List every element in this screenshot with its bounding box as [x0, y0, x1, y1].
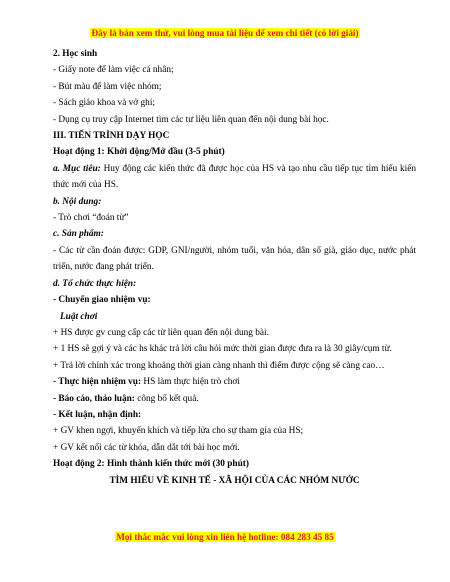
perform-task-text: HS làm thực hiện trò chơi	[141, 377, 240, 388]
perform-task-line	[53, 374, 416, 390]
content-label: b. Nội dung:	[53, 196, 102, 207]
hotline-banner	[0, 532, 450, 542]
content-text: - Trò chơi “đoán từ”	[53, 213, 129, 224]
preview-notice-text: Đây là bản xem thử, vui lòng mua tài liệu để xem chi tiết (có lời giải)	[91, 28, 359, 38]
topic-heading: TÌM HIỂU VỀ KINH TẾ - XÃ HỘI CỦA CÁC NHÓM NƯỚC	[109, 475, 360, 486]
aim-label: a. Mục tiêu:	[53, 163, 101, 174]
aim-paragraph	[53, 161, 416, 194]
student-item-marker: - Bút màu để làm việc nhóm;	[53, 81, 162, 92]
organization-label: d. Tổ chức thực hiện:	[53, 278, 137, 289]
student-item-textbook: - Sách giáo khoa và vở ghi;	[53, 98, 155, 109]
game-rules-label: Luật chơi	[60, 311, 98, 322]
product-text: - Các từ cần đoán được: GDP, GNI/người, nhóm tuổi, văn hóa, dân số già, giáo dục, nước phát triển, nước đang phát triển.	[53, 245, 416, 273]
perform-task-label: - Thực hiện nhiệm vụ:	[53, 377, 142, 388]
document-body	[53, 46, 416, 489]
aim-text: Huy động các kiến thức đã được học của HS và tạo nhu cầu tiếp tục tìm hiểu kiến thức mới của HS.	[53, 163, 417, 191]
student-item-internet: - Dụng cụ truy cập Internet tìm các tư liệu liên quan đến nội dung bài học.	[53, 114, 329, 125]
conclusion-item-1: + GV khen ngợi, khuyến khích và tiếp lửa cho sự tham gia của HS;	[53, 426, 304, 437]
conclusion-item-2: + GV kết nối các từ khóa, dẫn dắt tới bài học mới.	[53, 442, 240, 453]
student-item-note: - Giấy note để làm việc cá nhân;	[53, 65, 174, 76]
section-3-heading: III. TIẾN TRÌNH DẠY HỌC	[53, 131, 170, 142]
report-label: - Báo cáo, thảo luận:	[53, 393, 135, 404]
rule-3: + Trả lời chính xác trong khoảng thời gian càng nhanh thì điểm được cộng sẽ càng cao…	[53, 360, 385, 371]
preview-notice-banner	[0, 28, 450, 38]
activity-1-heading: Hoạt động 1: Khởi động/Mở đầu (3-5 phút)	[53, 147, 225, 158]
rule-2: + 1 HS sẽ gợi ý và các hs khác trả lời câu hỏi mức thời gian được đưa ra là 30 giây/cụm từ.	[53, 344, 392, 355]
report-line	[53, 391, 416, 407]
activity-2-heading: Hoạt động 2: Hình thành kiến thức mới (30 phút)	[53, 459, 249, 470]
assign-task-label: - Chuyển giao nhiệm vụ:	[53, 295, 151, 306]
students-heading: 2. Học sinh	[53, 49, 98, 59]
report-text: công bố kết quả.	[134, 393, 199, 404]
product-label: c. Sản phẩm:	[53, 229, 104, 240]
hotline-text: Mọi thắc mắc vui lòng xin liên hệ hotline: 084 283 45 85	[116, 532, 334, 542]
rule-1: + HS được gv cung cấp các từ liên quan đến nội dung bài.	[53, 327, 269, 338]
conclusion-label: - Kết luận, nhận định:	[53, 409, 142, 420]
